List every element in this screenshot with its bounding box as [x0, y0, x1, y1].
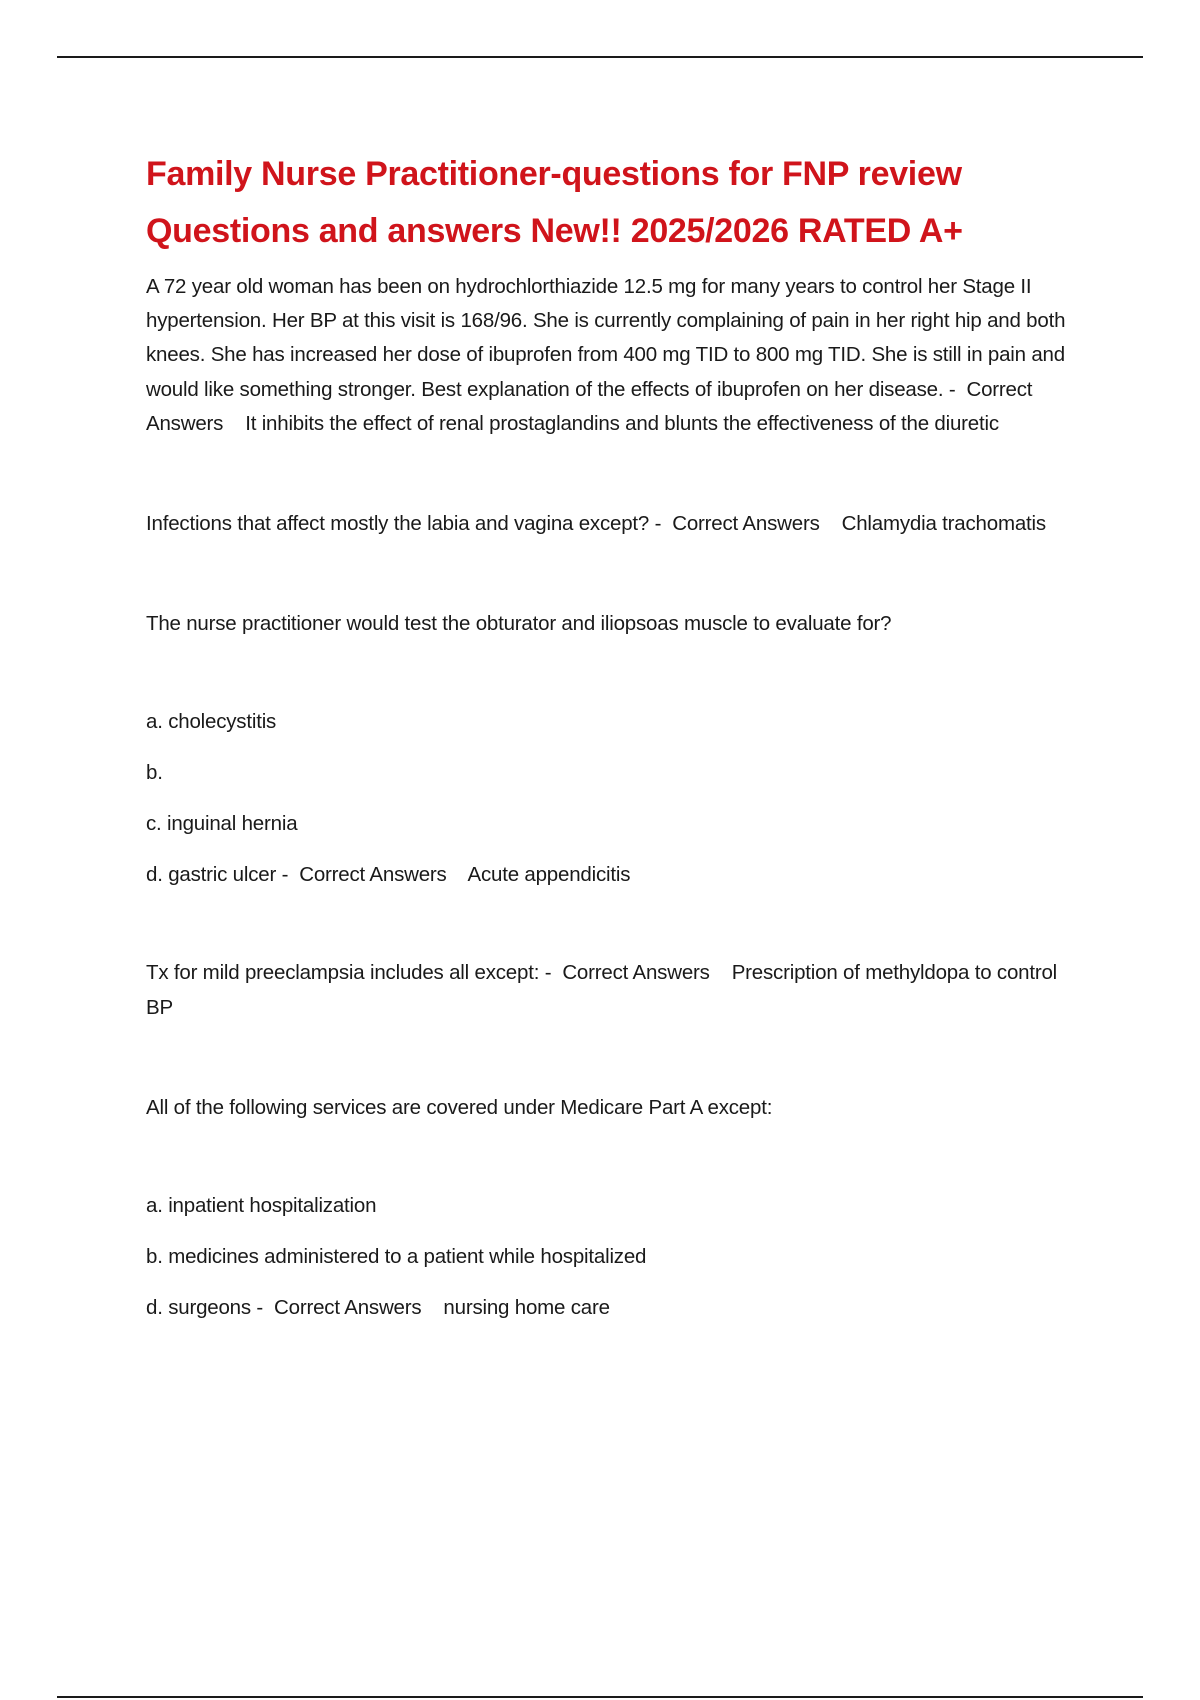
answer-label: Correct Answers	[274, 1296, 422, 1320]
question-3-text: The nurse practitioner would test the obturator and iliopsoas muscle to evaluate for?	[146, 612, 892, 636]
answer-label: Correct Answers	[146, 377, 1033, 435]
option-item-with-answer	[146, 1291, 1086, 1325]
document-body	[146, 146, 1086, 1342]
question-5	[146, 1091, 1086, 1125]
question-4	[146, 956, 1086, 1024]
question-1-text: A 72 year old woman has been on hydrochlorthiazide 12.5 mg for many years to control her Stage II hypertension. Her BP at this visit is 168/96. She is currently complaining of pain in her right hip and both knees. She has increased her dose of ibuprofen from 400 mg TID to 800 mg TID. She is still in pain and would like something stronger. Best explanation of the effects of ibuprofen on her disease. -	[146, 275, 1066, 401]
bottom-rule	[57, 1696, 1143, 1698]
question-3-answer: Acute appendicitis	[467, 863, 631, 887]
question-3-options	[146, 705, 1086, 892]
question-4-text: Tx for mild preeclampsia includes all except: -	[146, 961, 552, 985]
option-item: a. inpatient hospitalization	[146, 1194, 377, 1218]
option-item: a. cholecystitis	[146, 710, 277, 734]
question-5-options	[146, 1189, 1086, 1325]
question-2-answer: Chlamydia trachomatis	[841, 512, 1046, 536]
answer-label: Correct Answers	[672, 512, 820, 536]
question-4-answer: Prescription of methyldopa to control BP	[146, 961, 1058, 1019]
option-item: b. medicines administered to a patient while hospitalized	[146, 1245, 647, 1269]
option-text: d. surgeons -	[146, 1296, 264, 1320]
answer-label: Correct Answers	[299, 863, 447, 887]
top-rule	[57, 56, 1143, 58]
question-3	[146, 607, 1086, 641]
question-2	[146, 507, 1086, 541]
answer-label: Correct Answers	[562, 961, 710, 985]
document-title	[146, 146, 1086, 260]
option-item-with-answer	[146, 858, 1086, 892]
title-line-2: Questions and answers New!! 2025/2026 RATED A+	[146, 212, 963, 250]
question-2-text: Infections that affect mostly the labia and vagina except? -	[146, 512, 662, 536]
question-5-answer: nursing home care	[443, 1296, 610, 1320]
option-item: c. inguinal hernia	[146, 812, 298, 836]
question-5-text: All of the following services are covered under Medicare Part A except:	[146, 1095, 773, 1119]
title-line-1: Family Nurse Practitioner-questions for FNP review	[146, 155, 962, 193]
question-1-answer: It inhibits the effect of renal prostaglandins and blunts the effectiveness of the diuretic	[245, 411, 999, 435]
question-1	[146, 270, 1086, 441]
option-item: b.	[146, 761, 163, 785]
option-text: d. gastric ulcer -	[146, 863, 289, 887]
